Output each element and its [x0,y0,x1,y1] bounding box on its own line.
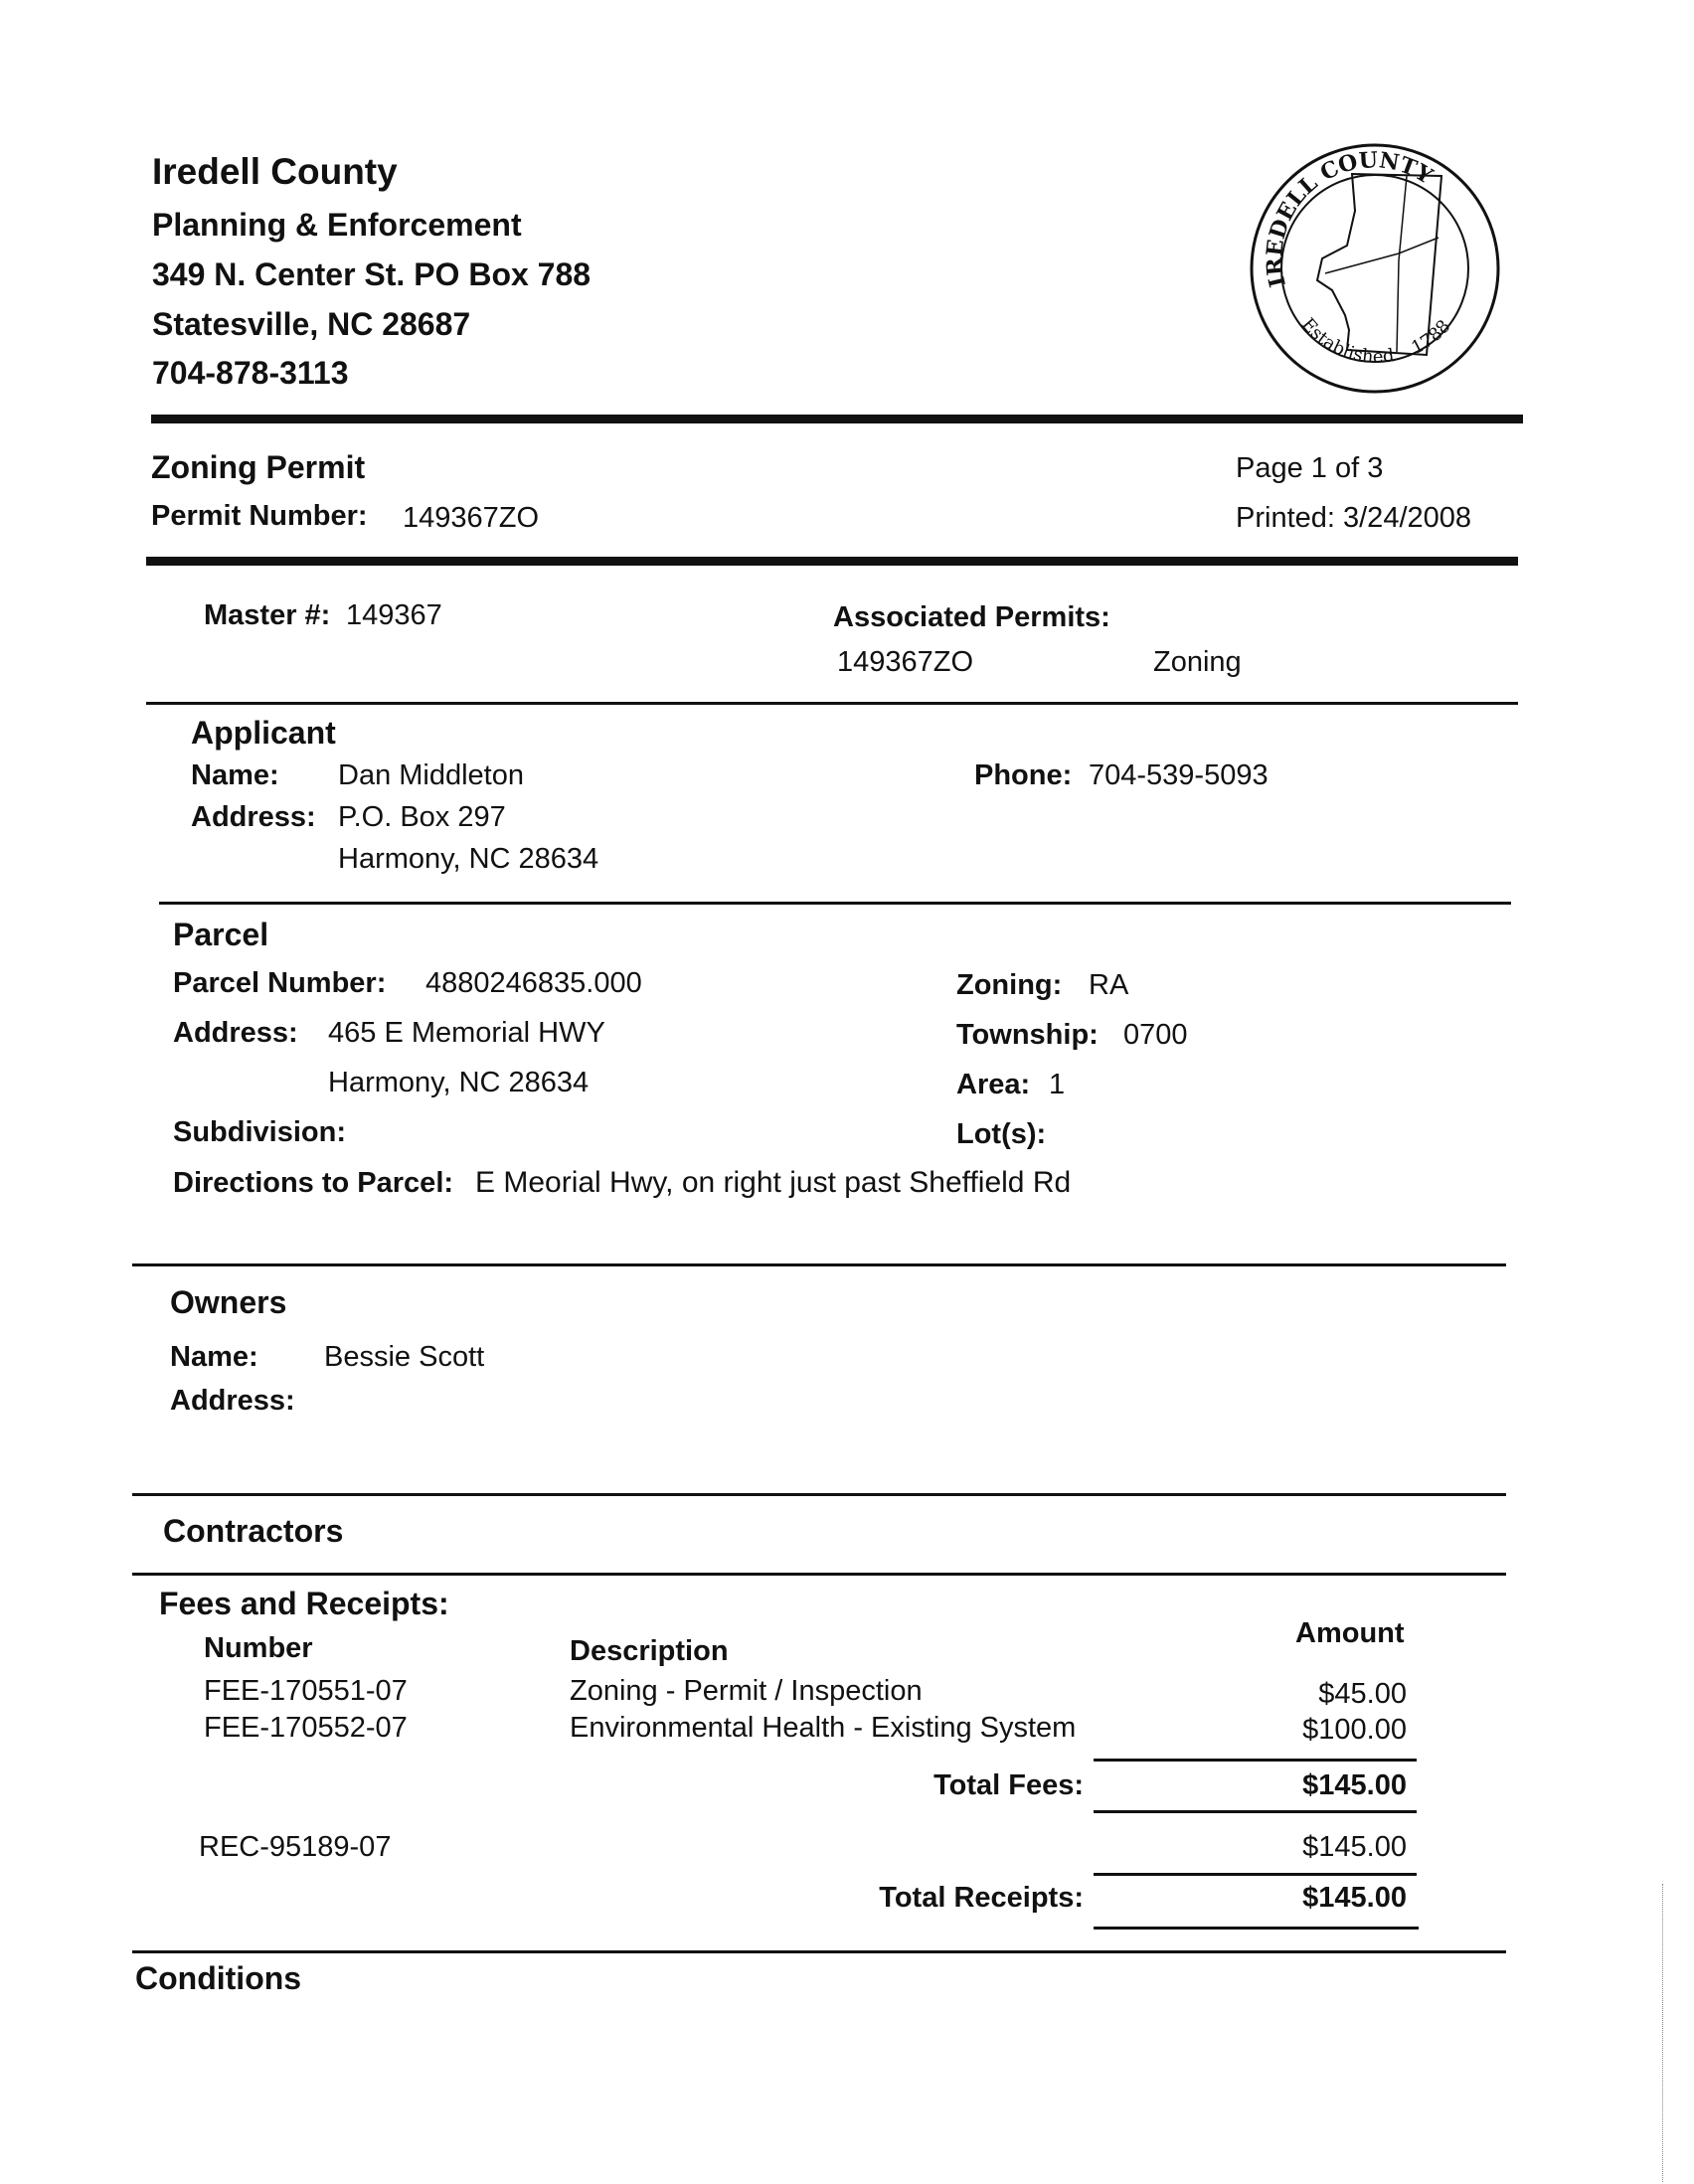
parcel-address-label: Address: [173,1017,298,1049]
directions-label: Directions to Parcel: [173,1167,454,1199]
parcel-address-line2: Harmony, NC 28634 [328,1067,590,1098]
applicant-address-line1: P.O. Box 297 [338,801,506,833]
parcel-number-label: Parcel Number: [173,967,387,999]
total-receipts-value: $145.00 [1302,1882,1407,1914]
county-seal-icon [1248,141,1502,396]
permit-number-label: Permit Number: [151,500,368,532]
fees-column-amount: Amount [1295,1617,1405,1649]
scan-edge-artifact [1662,1884,1664,2182]
zoning-label: Zoning: [956,969,1063,1001]
lots-label: Lot(s): [956,1118,1047,1150]
permit-title: Zoning Permit [151,449,366,485]
parcel-section-title: Parcel [173,917,269,952]
section-divider [132,1573,1506,1576]
fee-description: Zoning - Permit / Inspection [570,1675,923,1707]
fee-number: FEE-170551-07 [204,1675,408,1707]
svg-text:IREDELL COUNTY: IREDELL COUNTY [1262,147,1438,290]
master-label: Master #: [204,599,331,631]
fee-amount: $100.00 [1302,1714,1407,1746]
permit-number: 149367ZO [403,502,540,534]
applicant-address-label: Address: [191,801,316,833]
applicant-phone: 704-539-5093 [1089,759,1269,791]
total-fees-underline [1094,1810,1417,1813]
office-city: Statesville, NC 28687 [152,306,471,342]
section-divider [132,1950,1506,1953]
fees-column-description: Description [570,1635,729,1667]
owner-name: Bessie Scott [324,1341,485,1373]
applicant-address-line2: Harmony, NC 28634 [338,843,599,875]
fee-number: FEE-170552-07 [204,1712,408,1744]
total-fees-label: Total Fees: [933,1769,1084,1801]
applicant-phone-label: Phone: [974,759,1073,791]
header-divider [151,415,1523,423]
department-name: Planning & Enforcement [152,207,522,243]
parcel-number: 4880246835.000 [425,967,642,999]
applicant-section-title: Applicant [191,715,336,751]
receipt-amount: $145.00 [1302,1831,1407,1863]
associated-permit-number: 149367ZO [837,646,974,678]
total-fees-value: $145.00 [1302,1769,1407,1801]
associated-permit-type: Zoning [1153,646,1242,678]
fees-column-number: Number [204,1632,313,1664]
township-label: Township: [956,1019,1099,1051]
subtotal-line [1094,1759,1417,1762]
total-receipts-underline [1094,1927,1419,1930]
area-label: Area: [956,1069,1031,1100]
printed-date: Printed: 3/24/2008 [1236,502,1472,534]
parcel-address-line1: 465 E Memorial HWY [328,1017,605,1049]
receipt-subtotal-line [1094,1873,1417,1876]
conditions-section-title: Conditions [135,1960,302,1996]
permit-divider [146,557,1518,566]
owners-section-title: Owners [170,1284,287,1320]
fees-section-title: Fees and Receipts: [159,1586,449,1621]
contractors-section-title: Contractors [163,1513,344,1549]
total-receipts-label: Total Receipts: [879,1882,1084,1914]
fee-description: Environmental Health - Existing System [570,1712,1077,1744]
svg-text:Established 1788: Established 1788 [1296,314,1455,368]
applicant-name-label: Name: [191,759,279,791]
page-indicator: Page 1 of 3 [1236,452,1384,484]
township-value: 0700 [1123,1019,1188,1051]
subdivision-label: Subdivision: [173,1116,346,1148]
section-divider [159,902,1511,905]
section-divider [132,1493,1506,1496]
zoning-value: RA [1089,969,1129,1001]
section-divider [146,702,1518,705]
owner-address-label: Address: [170,1385,295,1417]
area-value: 1 [1049,1069,1066,1100]
directions-value: E Meorial Hwy, on right just past Sheffield Rd [475,1166,1072,1199]
section-divider [132,1263,1506,1266]
associated-permits-label: Associated Permits: [833,601,1110,633]
office-phone: 704-878-3113 [152,355,349,391]
fee-amount: $45.00 [1318,1678,1407,1710]
owner-name-label: Name: [170,1341,258,1373]
applicant-name: Dan Middleton [338,759,524,791]
office-street: 349 N. Center St. PO Box 788 [152,256,592,292]
county-name: Iredell County [152,151,398,192]
receipt-number: REC-95189-07 [199,1831,392,1863]
master-number: 149367 [346,599,442,631]
